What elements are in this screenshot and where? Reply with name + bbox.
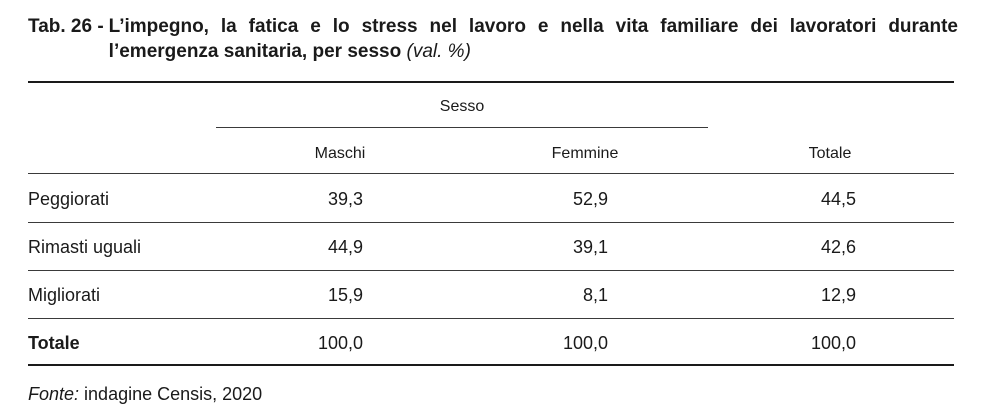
group-header-rule — [216, 127, 708, 128]
table-unit: (val. %) — [406, 41, 471, 62]
cell-migliorati-maschi: 15,9 — [327, 285, 363, 305]
row-rule — [28, 318, 954, 319]
table-number: Tab. 26 - — [28, 16, 104, 37]
cell-peggiorati-maschi: 39,3 — [327, 189, 363, 209]
cell-totale-maschi: 100,0 — [317, 333, 363, 353]
row-label-migliorati: Migliorati — [28, 285, 101, 305]
row-label-rimasti-uguali: Rimasti uguali — [28, 237, 142, 257]
row-rule — [28, 270, 954, 271]
column-header-femmine: Femmine — [551, 145, 619, 162]
cell-rimasti-totale: 42,6 — [820, 237, 856, 257]
column-header-totale: Totale — [808, 145, 852, 162]
bottom-rule — [28, 364, 954, 366]
cell-migliorati-femmine: 8,1 — [582, 285, 608, 305]
row-label-peggiorati: Peggiorati — [28, 189, 110, 209]
table-title — [28, 14, 958, 64]
cell-peggiorati-femmine: 52,9 — [572, 189, 608, 209]
column-header-maschi: Maschi — [314, 145, 366, 162]
cell-peggiorati-totale: 44,5 — [820, 189, 856, 209]
cell-rimasti-femmine: 39,1 — [572, 237, 608, 257]
row-rule — [28, 222, 954, 223]
cell-totale-femmine: 100,0 — [562, 333, 608, 353]
row-label-totale: Totale — [28, 333, 80, 353]
group-header-sesso: Sesso — [439, 98, 485, 115]
cell-migliorati-totale: 12,9 — [820, 285, 856, 305]
source-label: Fonte: — [28, 384, 80, 404]
table-caption-text: L’impegno, la fatica e lo stress nel lavoro e nella vita familiare dei lavoratori durante l’emergenza sanitaria, per sesso — [108, 16, 958, 62]
header-rule — [28, 173, 954, 174]
cell-totale-totale: 100,0 — [810, 333, 856, 353]
top-rule — [28, 81, 954, 83]
source-text: indagine Censis, 2020 — [84, 384, 263, 404]
table-caption — [104, 14, 958, 64]
source-note — [28, 383, 262, 405]
cell-rimasti-maschi: 44,9 — [327, 237, 363, 257]
